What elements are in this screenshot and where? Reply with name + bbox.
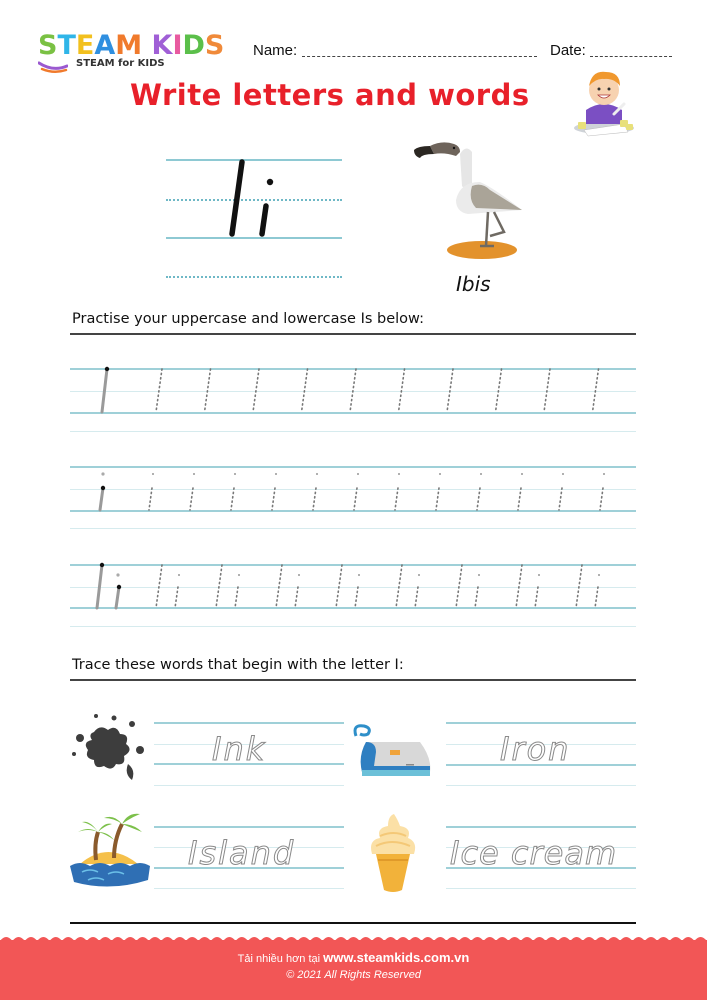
- date-field[interactable]: [590, 56, 672, 57]
- iron-icon: [350, 722, 432, 778]
- icecream-top-line: [446, 826, 636, 828]
- row1-uppercase-I-trace: [70, 364, 636, 416]
- model-letters-Ii: [220, 150, 280, 242]
- boy-writing-illustration: [568, 64, 640, 138]
- logo-letter: [142, 31, 151, 61]
- ibis-illustration: [410, 138, 530, 262]
- logo-letter: M: [115, 30, 143, 61]
- brand-logo: [38, 31, 224, 61]
- footer-copyright: © 2021 All Rights Reserved: [286, 969, 421, 981]
- logo-swoosh-icon: [38, 60, 68, 74]
- logo-letter: K: [151, 30, 173, 61]
- trace-word-ice-cream: Ice cream: [450, 834, 618, 872]
- logo-letter: E: [75, 30, 95, 61]
- ink-splat-icon: [70, 710, 148, 784]
- row2-lowercase-i-trace: [70, 462, 636, 514]
- ink-top-line: [154, 722, 344, 724]
- footer-download-line: [0, 950, 707, 965]
- row3-desc-line: [70, 626, 636, 627]
- trace-word-island: Island: [188, 834, 296, 872]
- name-label: Name:: [253, 42, 298, 59]
- row2-desc-line: [70, 528, 636, 529]
- iron-desc-line: [446, 785, 636, 786]
- date-label: Date:: [550, 42, 586, 59]
- trace-word-iron: Iron: [500, 730, 571, 768]
- words-divider: [70, 679, 636, 681]
- row1-desc-line: [70, 431, 636, 432]
- trace-word-ink: Ink: [212, 730, 267, 768]
- bottom-divider: [70, 922, 636, 924]
- logo-letter: S: [38, 30, 58, 61]
- words-heading: Trace these words that begin with the letter I:: [72, 657, 404, 673]
- ink-desc-line: [154, 785, 344, 786]
- name-field[interactable]: [302, 56, 537, 57]
- logo-letter: A: [94, 30, 116, 61]
- island-top-line: [154, 826, 344, 828]
- island-desc-line: [154, 888, 344, 889]
- iron-top-line: [446, 722, 636, 724]
- brand-tagline: STEAM for KIDS: [76, 58, 165, 69]
- logo-letter: S: [204, 30, 225, 61]
- page-title: Write letters and words: [130, 78, 530, 112]
- practice-heading: Practise your uppercase and lowercase Is below:: [72, 311, 424, 327]
- logo-letter: T: [57, 30, 76, 61]
- ice-cream-icon: [366, 810, 420, 894]
- row3-Ii-trace: [70, 560, 636, 612]
- logo-letter: D: [182, 30, 205, 61]
- ibis-caption: Ibis: [456, 272, 491, 296]
- footer-url-link[interactable]: www.steamkids.com.vn: [323, 950, 470, 965]
- island-icon: [68, 810, 152, 894]
- guide-descender-line: [166, 276, 342, 278]
- icecream-desc-line: [446, 888, 636, 889]
- practice-divider: [70, 333, 636, 335]
- logo-letter: I: [172, 30, 183, 61]
- footer-prefix: Tải nhiều hơn tại: [237, 953, 321, 965]
